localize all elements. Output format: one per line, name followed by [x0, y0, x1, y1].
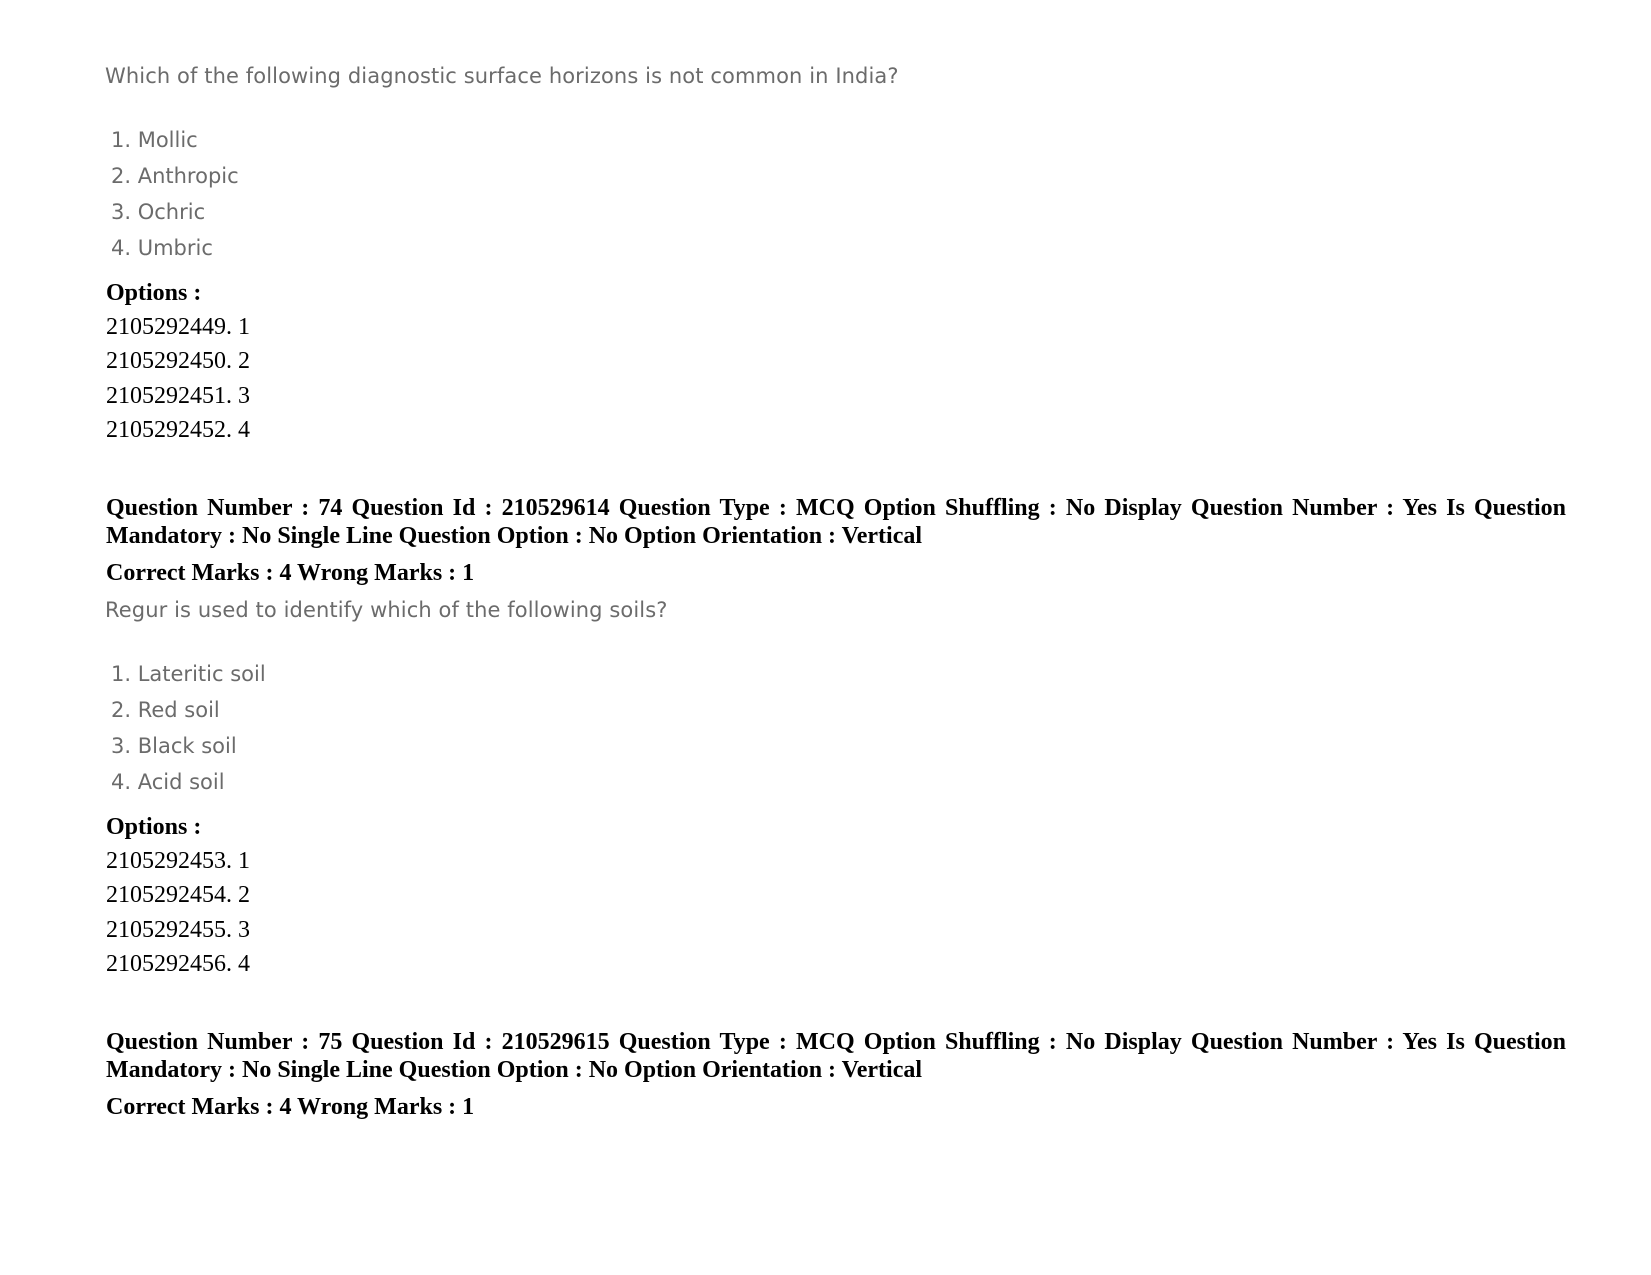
question-text: Which of the following diagnostic surface horizons is not common in India? — [105, 64, 899, 88]
question-marks: Correct Marks : 4 Wrong Marks : 1 — [106, 560, 475, 586]
question-text: Regur is used to identify which of the following soils? — [105, 598, 668, 622]
options-heading: Options : — [106, 280, 202, 306]
choice-item: 2. Anthropic — [111, 164, 239, 188]
question-meta: Question Number : 75 Question Id : 210529615 Question Type : MCQ Option Shuffling : No Display Question Number : Yes Is Question Mandatory : No Single Line Question Option : No Option Orientation : Vertical — [106, 1029, 1566, 1083]
option-id-line: 2105292455. 3 — [106, 917, 250, 943]
option-id-line: 2105292450. 2 — [106, 348, 250, 374]
option-id-line: 2105292456. 4 — [106, 951, 250, 977]
choice-item: 1. Lateritic soil — [111, 662, 266, 686]
option-id-line: 2105292453. 1 — [106, 848, 250, 874]
options-heading: Options : — [106, 814, 202, 840]
choice-item: 3. Black soil — [111, 734, 237, 758]
question-marks: Correct Marks : 4 Wrong Marks : 1 — [106, 1094, 475, 1120]
choice-item: 2. Red soil — [111, 698, 220, 722]
option-id-line: 2105292451. 3 — [106, 383, 250, 409]
choice-item: 3. Ochric — [111, 200, 206, 224]
option-id-line: 2105292454. 2 — [106, 882, 250, 908]
choice-item: 4. Acid soil — [111, 770, 225, 794]
option-id-line: 2105292452. 4 — [106, 417, 250, 443]
question-meta: Question Number : 74 Question Id : 210529614 Question Type : MCQ Option Shuffling : No Display Question Number : Yes Is Question Mandatory : No Single Line Question Option : No Option Orientation : Vertical — [106, 495, 1566, 549]
choice-item: 4. Umbric — [111, 236, 213, 260]
choice-item: 1. Mollic — [111, 128, 198, 152]
option-id-line: 2105292449. 1 — [106, 314, 250, 340]
